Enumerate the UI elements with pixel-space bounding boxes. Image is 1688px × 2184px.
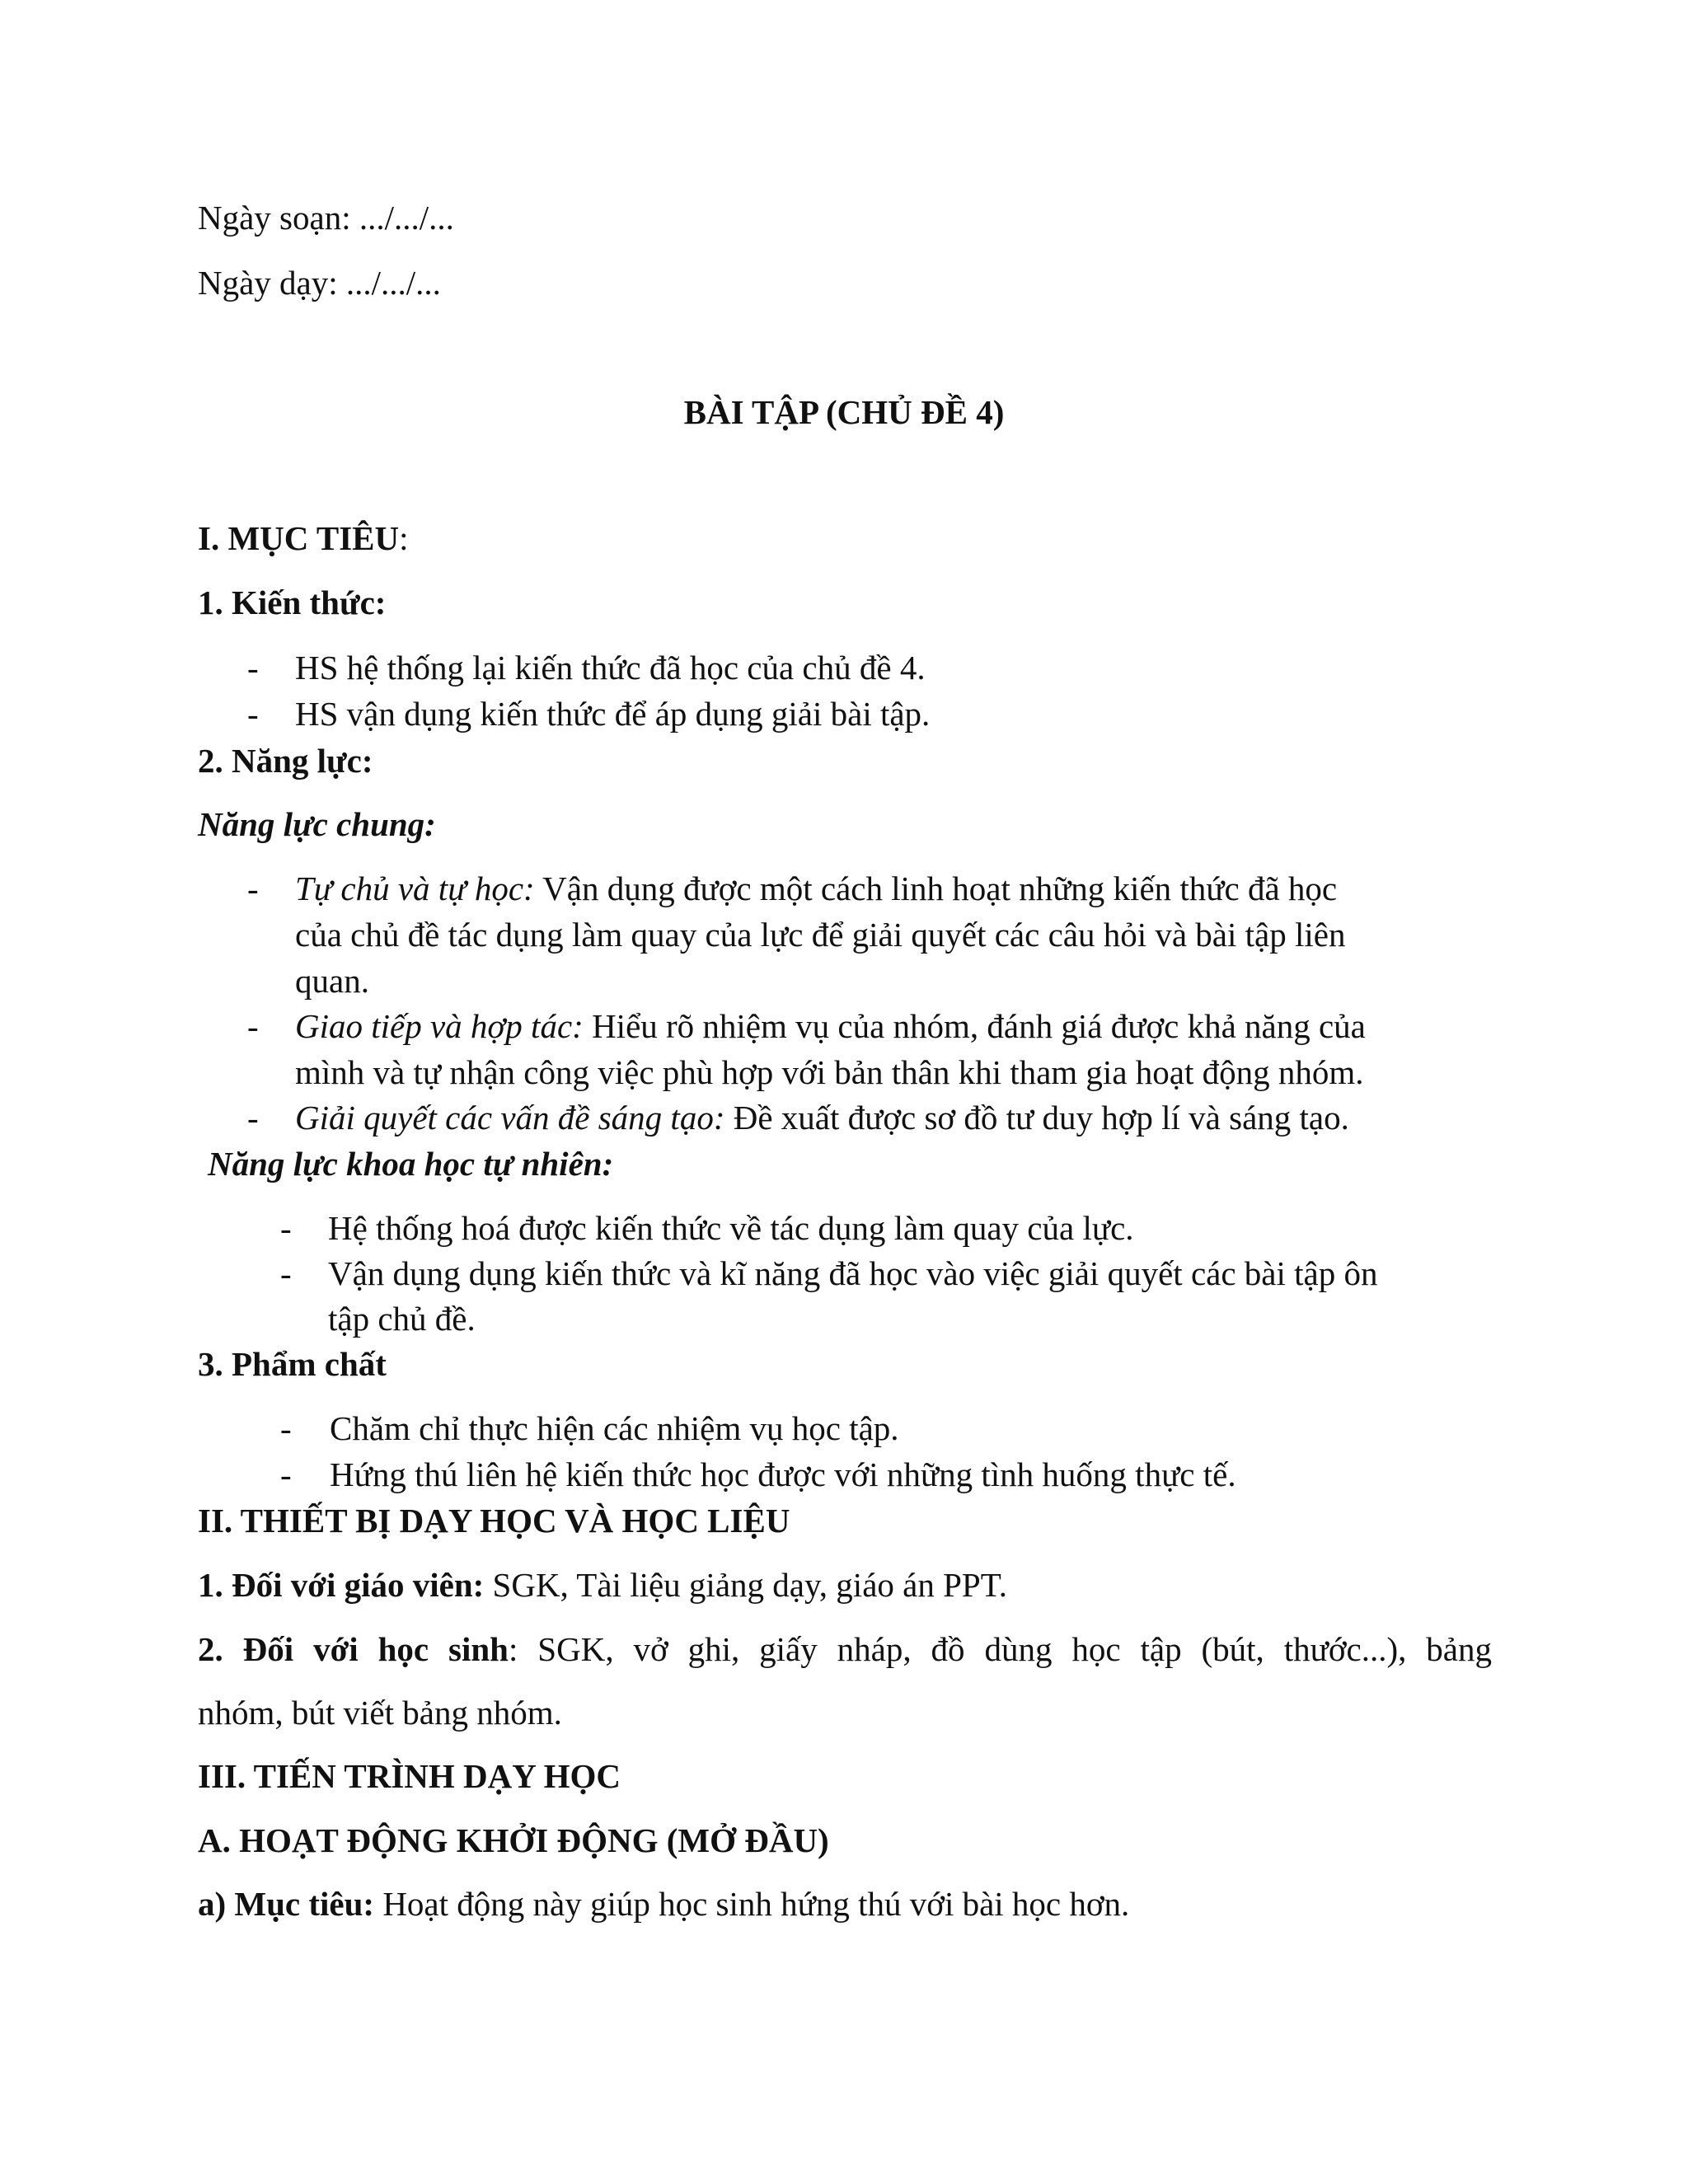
general-item-2-text: Hiểu rõ nhiệm vụ của nhóm, đánh giá được khả năng của	[583, 1007, 1366, 1045]
general-item-1-line-1	[295, 865, 1337, 912]
science-competency-heading: Năng lực khoa học tự nhiên:	[208, 1145, 614, 1183]
general-item-2-line-2: mình và tự nhận công việc phù hợp với bản thân khi tham gia hoạt động nhóm.	[295, 1053, 1364, 1091]
list-dash: -	[280, 1409, 292, 1447]
science-item-1: Hệ thống hoá được kiến thức về tác dụng làm quay của lực.	[328, 1209, 1134, 1247]
section-1-heading	[198, 515, 409, 561]
list-dash: -	[247, 649, 259, 687]
general-item-1-label: Tự chủ và tự học:	[295, 869, 535, 907]
knowledge-item-2: HS vận dụng kiến thức để áp dụng giải bài tập.	[295, 695, 931, 733]
knowledge-heading: 1. Kiến thức:	[198, 583, 387, 621]
teacher-line	[198, 1562, 1007, 1608]
section-1-heading-colon: :	[399, 519, 409, 557]
section-3-heading: III. TIẾN TRÌNH DẠY HỌC	[198, 1757, 621, 1795]
student-line-2: nhóm, bút viết bảng nhóm.	[198, 1694, 562, 1732]
science-item-2-line-1: Vận dụng dụng kiến thức và kĩ năng đã học vào việc giải quyết các bài tập ôn	[328, 1254, 1378, 1292]
general-competency-heading: Năng lực chung:	[198, 805, 436, 843]
list-dash: -	[247, 1099, 259, 1137]
qualities-item-1: Chăm chỉ thực hiện các nhiệm vụ học tập.	[330, 1409, 899, 1447]
section-2-heading: II. THIẾT BỊ DẠY HỌC VÀ HỌC LIỆU	[198, 1502, 790, 1540]
student-text-1: : SGK, vở ghi, giấy nháp, đồ dùng học tập (bút, thước...), bảng	[508, 1630, 1492, 1668]
date-taught: Ngày dạy: .../.../...	[198, 264, 441, 302]
list-dash: -	[247, 869, 259, 907]
general-item-2-label: Giao tiếp và hợp tác:	[295, 1007, 584, 1045]
competency-heading: 2. Năng lực:	[198, 742, 373, 780]
general-item-2-line-1	[295, 1003, 1366, 1049]
science-item-2-line-2: tập chủ đề.	[328, 1300, 476, 1338]
knowledge-item-1: HS hệ thống lại kiến thức đã học của chủ đề 4.	[295, 649, 926, 687]
list-dash: -	[280, 1254, 292, 1292]
general-item-1-text: Vận dụng được một cách linh hoạt những kiến thức đã học	[534, 869, 1338, 907]
objective-label: a) Mục tiêu:	[198, 1885, 375, 1923]
section-1-heading-text: I. MỤC TIÊU	[198, 519, 400, 557]
list-dash: -	[247, 695, 259, 733]
document-title: BÀI TẬP (CHỦ ĐỀ 4)	[683, 393, 1005, 431]
teacher-text: SGK, Tài liệu giảng dạy, giáo án PPT.	[484, 1566, 1007, 1604]
objective-line	[198, 1881, 1129, 1927]
general-item-1-line-2: của chủ đề tác dụng làm quay của lực để giải quyết các câu hỏi và bài tập liên	[295, 916, 1346, 954]
list-dash: -	[280, 1209, 292, 1247]
student-label: 2. Đối với học sinh	[198, 1630, 509, 1668]
list-dash: -	[280, 1455, 292, 1493]
general-item-3-line-1	[295, 1094, 1349, 1141]
list-dash: -	[247, 1007, 259, 1045]
teacher-label: 1. Đối với giáo viên:	[198, 1566, 485, 1604]
objective-text: Hoạt động này giúp học sinh hứng thú với bài học hơn.	[374, 1885, 1130, 1923]
qualities-item-2: Hứng thú liên hệ kiến thức học được với những tình huống thực tế.	[330, 1455, 1236, 1493]
general-item-1-line-3: quan.	[295, 962, 369, 1000]
activity-heading: A. HOẠT ĐỘNG KHỞI ĐỘNG (MỞ ĐẦU)	[198, 1821, 829, 1859]
general-item-3-text: Đề xuất được sơ đồ tư duy hợp lí và sáng tạo.	[724, 1099, 1349, 1137]
student-line-1	[198, 1626, 1492, 1672]
qualities-heading: 3. Phẩm chất	[198, 1345, 387, 1383]
general-item-3-label: Giải quyết các vấn đề sáng tạo:	[295, 1099, 725, 1137]
date-prepared: Ngày soạn: .../.../...	[198, 199, 454, 237]
